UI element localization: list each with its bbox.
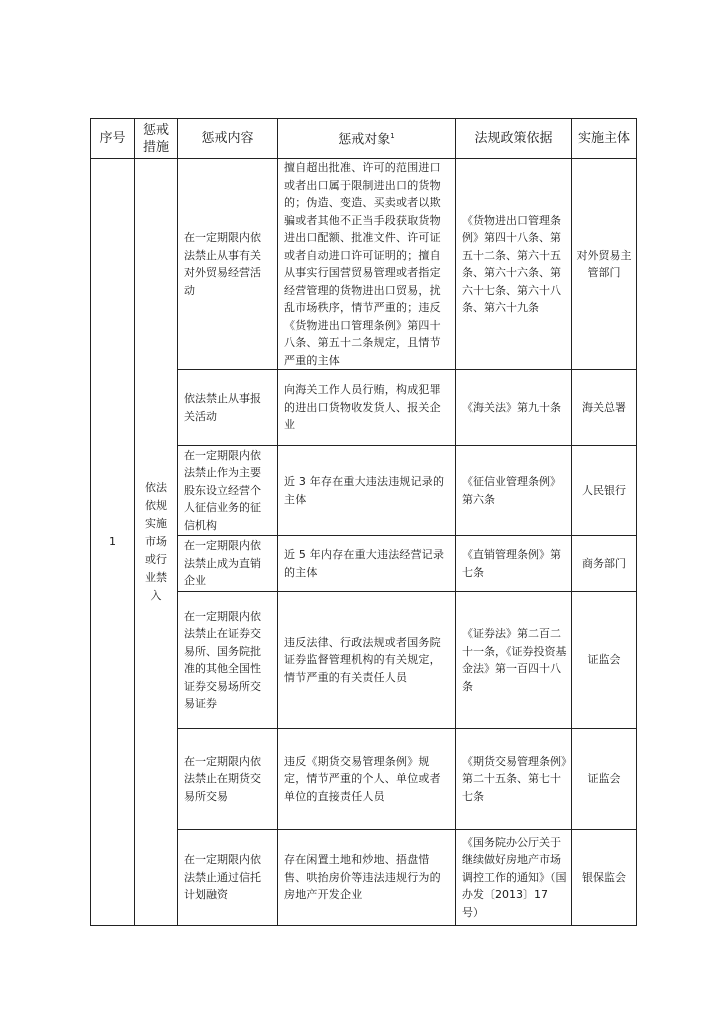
row-object: 近 3 年存在重大违法违规记录的主体 bbox=[278, 446, 456, 536]
row-subject: 人民银行 bbox=[572, 446, 637, 536]
row-basis: 《货物进出口管理条例》第四十八条、第五十二条、第六十五条、第六十六条、第六十七条、第六十八条、第六十九条 bbox=[456, 159, 572, 370]
row-content: 在一定期限内依法禁止在期货交易所交易 bbox=[178, 729, 278, 830]
header-object-label: 惩戒对象 bbox=[338, 132, 391, 148]
row-basis: 《证券法》第二百二十一条，《证券投资基金法》第一百四十八条 bbox=[456, 592, 572, 729]
row-object: 违反《期货交易管理条例》规定，情节严重的个人、单位或者单位的直接责任人员 bbox=[278, 729, 456, 830]
row-content: 依法禁止从事报关活动 bbox=[178, 370, 278, 446]
header-subject: 实施主体 bbox=[572, 119, 637, 159]
row-basis: 《海关法》第九十条 bbox=[456, 370, 572, 446]
row-subject: 证监会 bbox=[572, 729, 637, 830]
row-subject: 商务部门 bbox=[572, 536, 637, 592]
header-seq: 序号 bbox=[91, 119, 135, 159]
row-object: 存在闲置土地和炒地、捂盘惜售、哄抬房价等违法违规行为的房地产开发企业 bbox=[278, 830, 456, 926]
row-object: 向海关工作人员行贿，构成犯罪的进出口货物收发货人、报关企业 bbox=[278, 370, 456, 446]
row-basis: 《期货交易管理条例》第二十五条、第七十七条 bbox=[456, 729, 572, 830]
row-basis: 《国务院办公厅关于继续做好房地产市场调控工作的通知》（国办发〔2013〕17 号） bbox=[456, 830, 572, 926]
row-basis: 《直销管理条例》第七条 bbox=[456, 536, 572, 592]
row-subject: 对外贸易主管部门 bbox=[572, 159, 637, 370]
footnote-marker: 1 bbox=[390, 132, 395, 141]
row-object: 擅自超出批准、许可的范围进口或者出口属于限制进出口的货物的；伪造、变造、买卖或者以欺骗或者其他不正当手段获取货物进出口配额、批准文件、许可证或者自动进口许可证明的；擅自从事实行国营贸易管理或者指定经营管理的货物进出口贸易，扰乱市场秩序，情节严重的；违反《货物进出口管理条例》第四十八条、第五十二条规定，且情节严重的主体 bbox=[278, 159, 456, 370]
row-content: 在一定期限内依法禁止从事有关对外贸易经营活动 bbox=[178, 159, 278, 370]
row-content: 在一定期限内依法禁止通过信托计划融资 bbox=[178, 830, 278, 926]
header-content: 惩戒内容 bbox=[178, 119, 278, 159]
row-content: 在一定期限内依法禁止成为直销企业 bbox=[178, 536, 278, 592]
punishment-measures-table bbox=[90, 118, 637, 926]
header-object bbox=[278, 119, 456, 159]
group-measure: 依法依规实施市场或行业禁入 bbox=[135, 159, 178, 926]
row-content: 在一定期限内依法禁止作为主要股东设立经营个人征信业务的征信机构 bbox=[178, 446, 278, 536]
row-object: 近 5 年内存在重大违法经营记录的主体 bbox=[278, 536, 456, 592]
row-object: 违反法律、行政法规或者国务院证券监督管理机构的有关规定，情节严重的有关责任人员 bbox=[278, 592, 456, 729]
table-header-row bbox=[91, 119, 637, 159]
header-basis: 法规政策依据 bbox=[456, 119, 572, 159]
row-subject: 银保监会 bbox=[572, 830, 637, 926]
row-basis: 《征信业管理条例》第六条 bbox=[456, 446, 572, 536]
row-subject: 海关总署 bbox=[572, 370, 637, 446]
group-seq: 1 bbox=[91, 159, 135, 926]
table-row bbox=[91, 159, 637, 370]
row-subject: 证监会 bbox=[572, 592, 637, 729]
row-content: 在一定期限内依法禁止在证券交易所、国务院批准的其他全国性证券交易场所交易证券 bbox=[178, 592, 278, 729]
header-measure: 惩戒措施 bbox=[135, 119, 178, 159]
